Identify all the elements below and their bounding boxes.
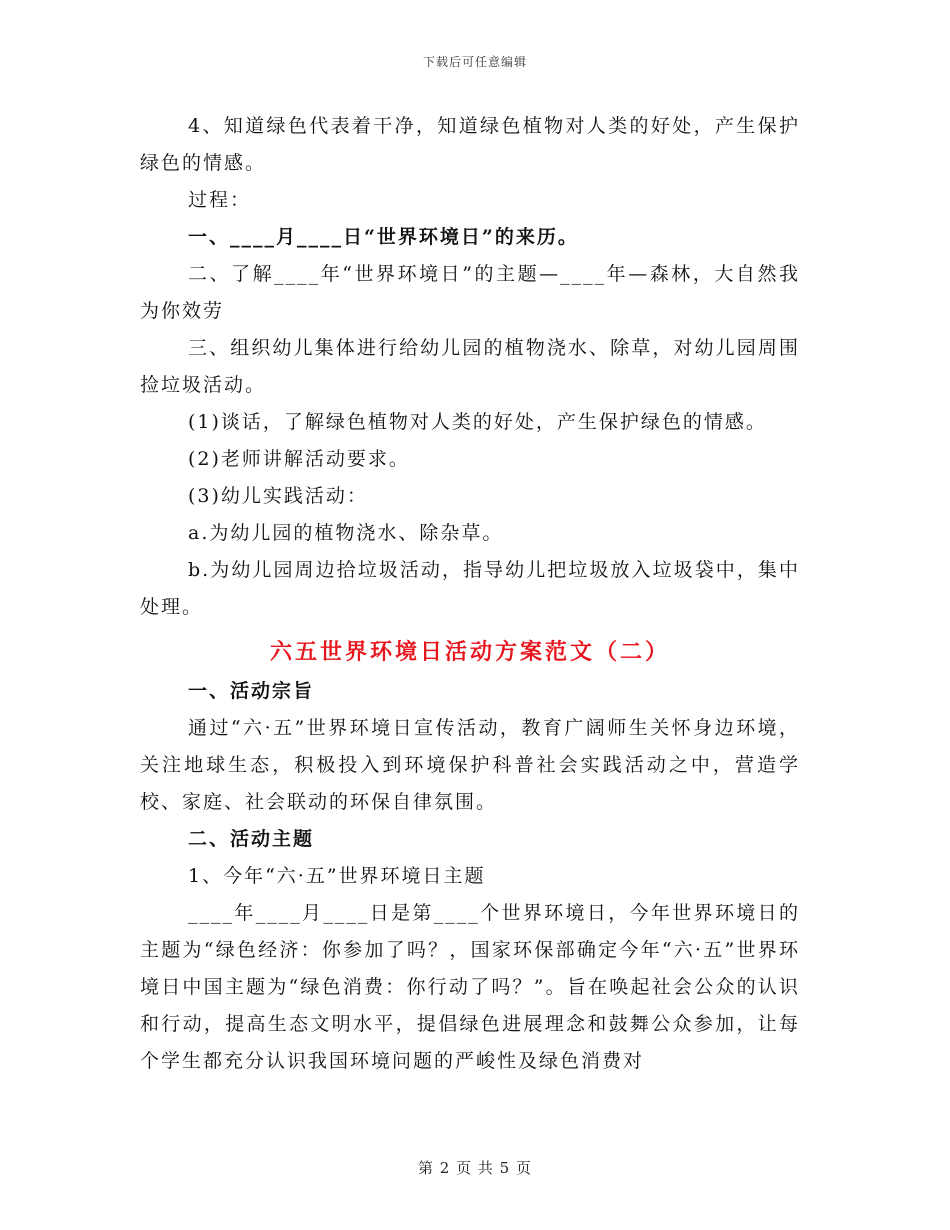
paragraph-substep-2: (2)老师讲解活动要求。: [188, 448, 410, 470]
heading-theme: 二、活动主题: [188, 828, 315, 850]
paragraph-theme-detail: ____年____月____日是第____个世界环境日，今年世界环境日的主题为“绿色经济：你参加了吗？，国家环保部确定今年“六·五”世界环境日中国主题为“绿色消费：你行动了吗？”。旨在唤起社会公众的认识和行动，提高生态文明水平，提倡绿色进展理念和鼓舞公众参加，让每个学生都充分认识我国环境问题的严峻性及绿色消费对: [140, 902, 800, 1072]
paragraph-goal-4: 4、知道绿色代表着干净，知道绿色植物对人类的好处，产生保护绿色的情感。: [140, 115, 800, 174]
paragraph-activity-a: a.为幼儿园的植物浇水、除杂草。: [188, 522, 504, 544]
document-body: [140, 108, 800, 1080]
section-title: 六五世界环境日活动方案范文（二）: [269, 639, 670, 665]
paragraph-step-2: 二、了解____年“世界环境日”的主题—____年—森林，大自然我为你效劳: [140, 263, 800, 322]
paragraph-step-3: 三、组织幼儿集体进行给幼儿园的植物浇水、除草，对幼儿园周围捡垃圾活动。: [140, 337, 800, 396]
paragraph-process-label: 过程：: [188, 189, 252, 211]
paragraph-step-1: 一、____月____日“世界环境日”的来历。: [188, 226, 579, 248]
paragraph-substep-3: (3)幼儿实践活动：: [188, 485, 368, 507]
paragraph-activity-b: b.为幼儿园周边拾垃圾活动，指导幼儿把垃圾放入垃圾袋中，集中处理。: [140, 559, 800, 618]
paragraph-purpose: 通过“六·五”世界环境日宣传活动，教育广阔师生关怀身边环境，关注地球生态，积极投入到环境保护科普社会实践活动之中，营造学校、家庭、社会联动的环保自律氛围。: [140, 717, 800, 813]
heading-purpose: 一、活动宗旨: [188, 680, 315, 702]
paragraph-theme-1: 1、今年“六·五”世界环境日主题: [188, 865, 486, 887]
paragraph-substep-1: (1)谈话，了解绿色植物对人类的好处，产生保护绿色的情感。: [188, 411, 767, 433]
page-header-note: 下载后可任意编辑: [422, 55, 527, 69]
page-number: 第 2 页 共 5 页: [418, 1159, 532, 1177]
